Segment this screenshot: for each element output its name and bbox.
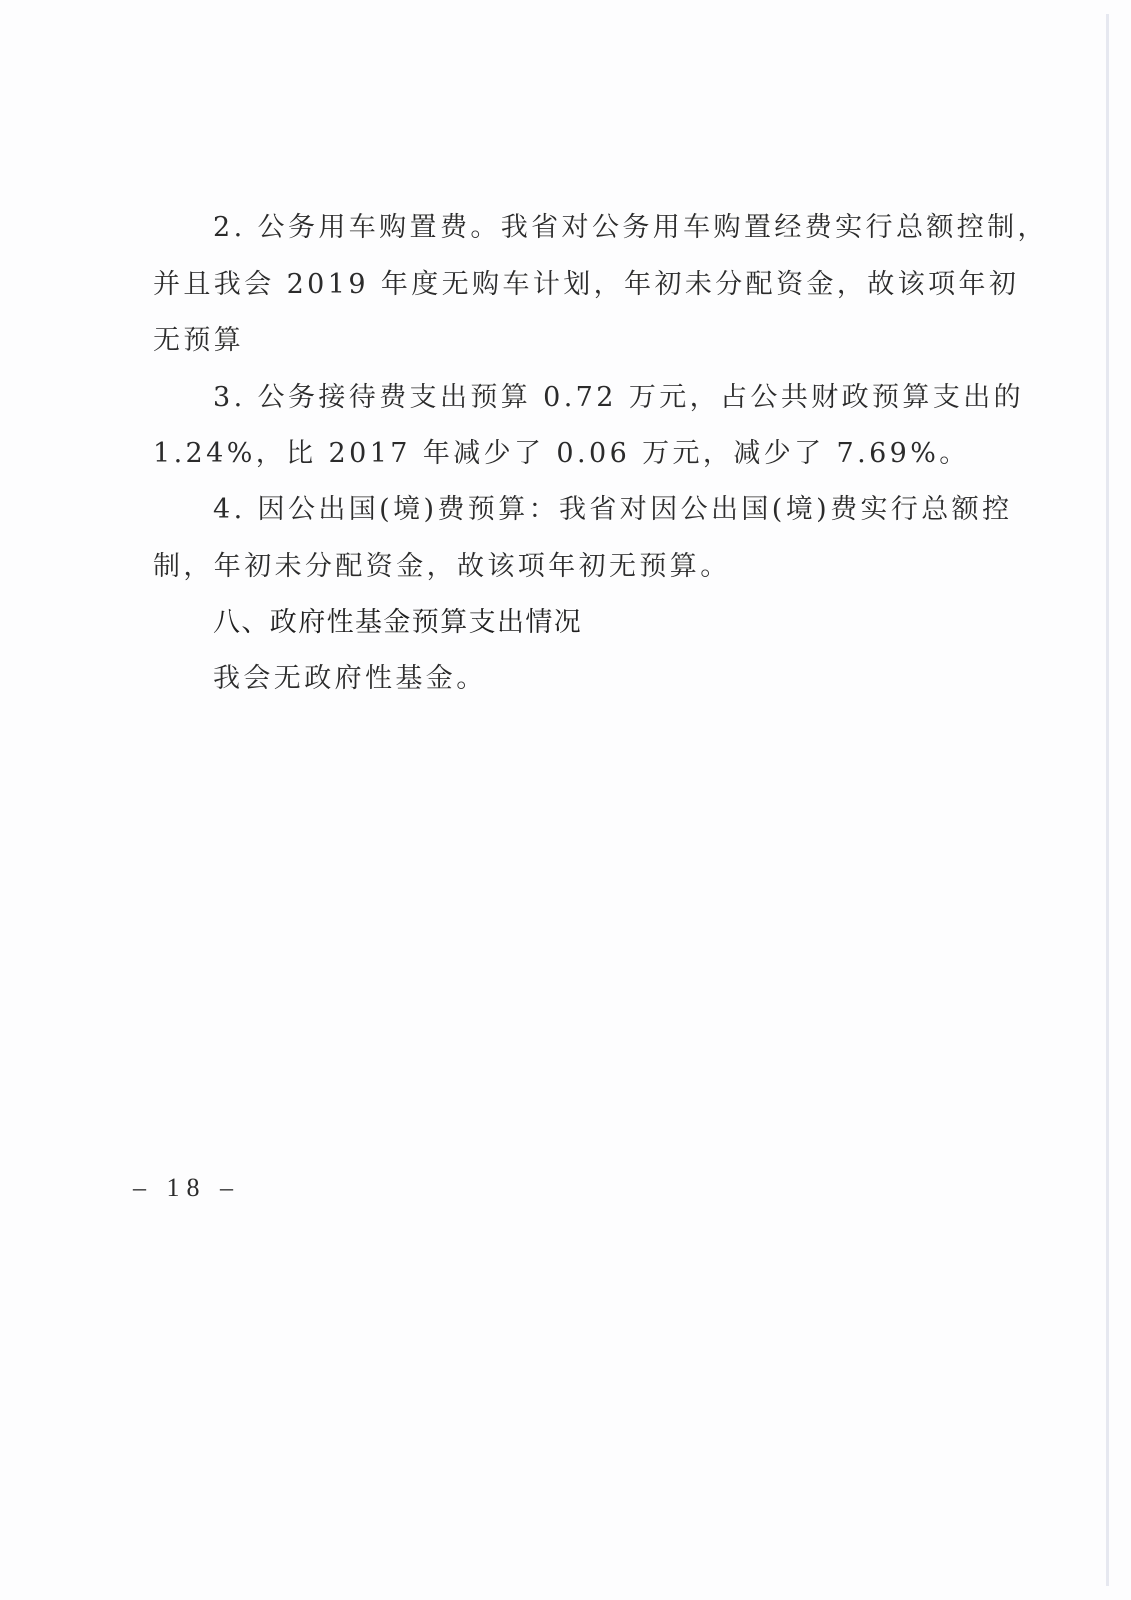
paragraph-overseas-travel-line-1: 4. 因公出国(境)费预算：我省对因公出国(境)费实行总额控 <box>213 494 1013 525</box>
paragraph-reception-line-2: 1.24%，比 2017 年减少了 0.06 万元，减少了 7.69%。 <box>153 438 970 469</box>
paragraph-vehicle-purchase-line-3: 无预算 <box>153 325 245 356</box>
paragraph-vehicle-purchase-line-1: 2. 公务用车购置费。我省对公务用车购置经费实行总额控制， <box>213 212 1048 243</box>
section-body-text: 我会无政府性基金。 <box>213 663 487 694</box>
paragraph-reception-line-1: 3. 公务接待费支出预算 0.72 万元，占公共财政预算支出的 <box>213 382 1025 413</box>
paragraph-vehicle-purchase-line-2: 并且我会 2019 年度无购车计划，年初未分配资金，故该项年初 <box>153 269 1020 300</box>
section-heading: 八、政府性基金预算支出情况 <box>213 607 583 638</box>
page-number: – 18 – <box>133 1173 240 1202</box>
paragraph-overseas-travel-line-2: 制，年初未分配资金，故该项年初无预算。 <box>153 551 731 582</box>
scan-edge-shadow <box>1106 14 1109 1586</box>
